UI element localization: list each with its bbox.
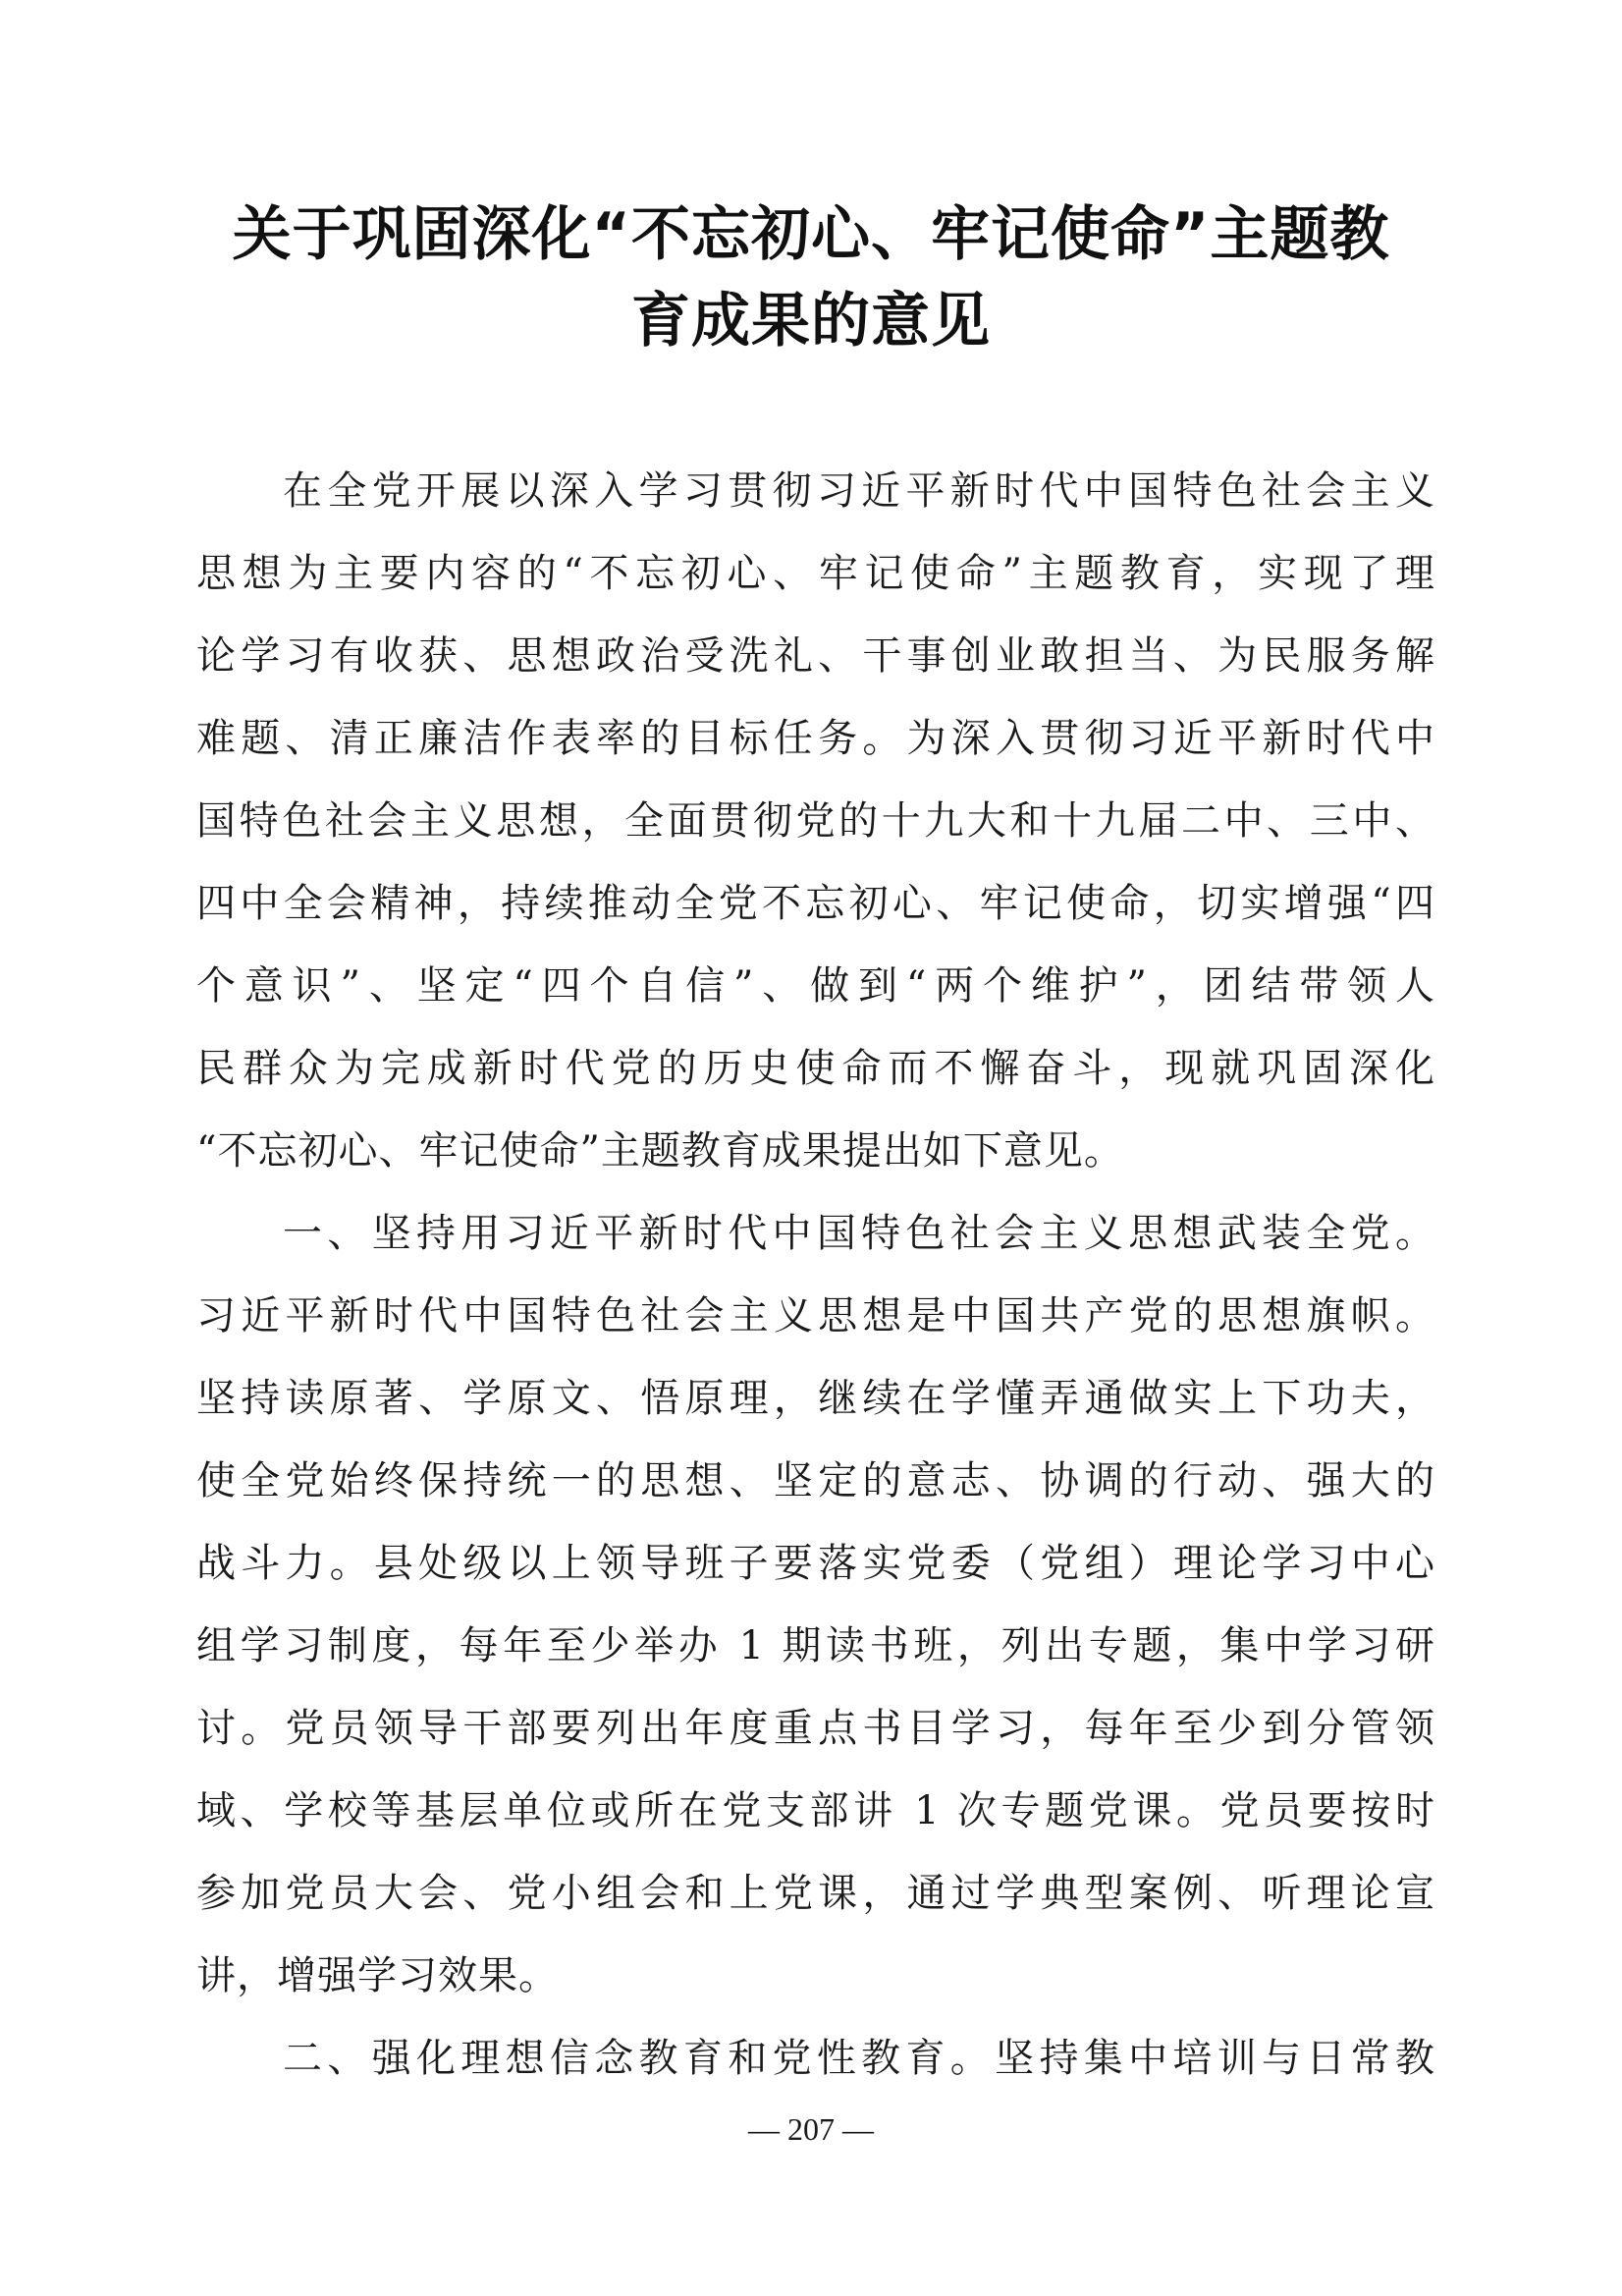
text-line: “不忘初心、牢记使命”主题教育成果提出如下意见。	[196, 1128, 1124, 1174]
section-heading-line: 二、强化理想信念教育和党性教育。坚持集中培训与日常教	[283, 2036, 1435, 2081]
title-line-1: 关于巩固深化“不忘初心、牢记使命”主题教	[232, 200, 1390, 269]
text-line: 习近平新时代中国特色社会主义思想是中国共产党的思想旗帜。	[196, 1293, 1435, 1339]
text-line: 国特色社会主义思想，全面贯彻党的十九大和十九届二中、三中、	[196, 798, 1435, 844]
title-line-2: 育成果的意见	[631, 287, 991, 355]
text-line: 讲，增强学习效果。	[196, 1953, 559, 1998]
text-line: 讨。党员领导干部要列出年度重点书目学习，每年至少到分管领	[196, 1706, 1435, 1751]
text-line: 坚持读原著、学原文、悟原理，继续在学懂弄通做实上下功夫，	[196, 1376, 1435, 1421]
text-line: 使全党始终保持统一的思想、坚定的意志、协调的行动、强大的	[196, 1458, 1435, 1503]
text-line: 民群众为完成新时代党的历史使命而不懈奋斗，现就巩固深化	[196, 1046, 1435, 1091]
text-line: 四中全会精神，持续推动全党不忘初心、牢记使命，切实增强“四	[196, 881, 1435, 926]
document-title	[157, 191, 1465, 364]
section-heading-line: 一、坚持用习近平新时代中国特色社会主义思想武装全党。	[283, 1211, 1435, 1256]
text-line: 思想为主要内容的“不忘初心、牢记使命”主题教育，实现了理	[196, 551, 1435, 596]
text-line: 论学习有收获、思想政治受洗礼、干事创业敢担当、为民服务解	[196, 633, 1435, 679]
text-line: 个意识”、坚定“四个自信”、做到“两个维护”，团结带领人	[196, 963, 1435, 1009]
text-line: 在全党开展以深入学习贯彻习近平新时代中国特色社会主义	[283, 468, 1435, 514]
paragraph-section-1	[196, 1192, 1435, 2017]
document-body	[196, 450, 1435, 2100]
paragraph-intro	[196, 450, 1435, 1192]
text-line: 难题、清正廉洁作表率的目标任务。为深入贯彻习近平新时代中	[196, 716, 1435, 761]
text-line: 参加党员大会、党小组会和上党课，通过学典型案例、听理论宣	[196, 1871, 1435, 1916]
text-line: 组学习制度，每年至少举办 1 期读书班，列出专题，集中学习研	[196, 1623, 1435, 1668]
page-number: — 207 —	[748, 2111, 874, 2147]
text-line: 域、学校等基层单位或所在党支部讲 1 次专题党课。党员要按时	[196, 1788, 1435, 1833]
text-line: 战斗力。县处级以上领导班子要落实党委（党组）理论学习中心	[196, 1541, 1435, 1586]
paragraph-section-2	[196, 2017, 1435, 2100]
